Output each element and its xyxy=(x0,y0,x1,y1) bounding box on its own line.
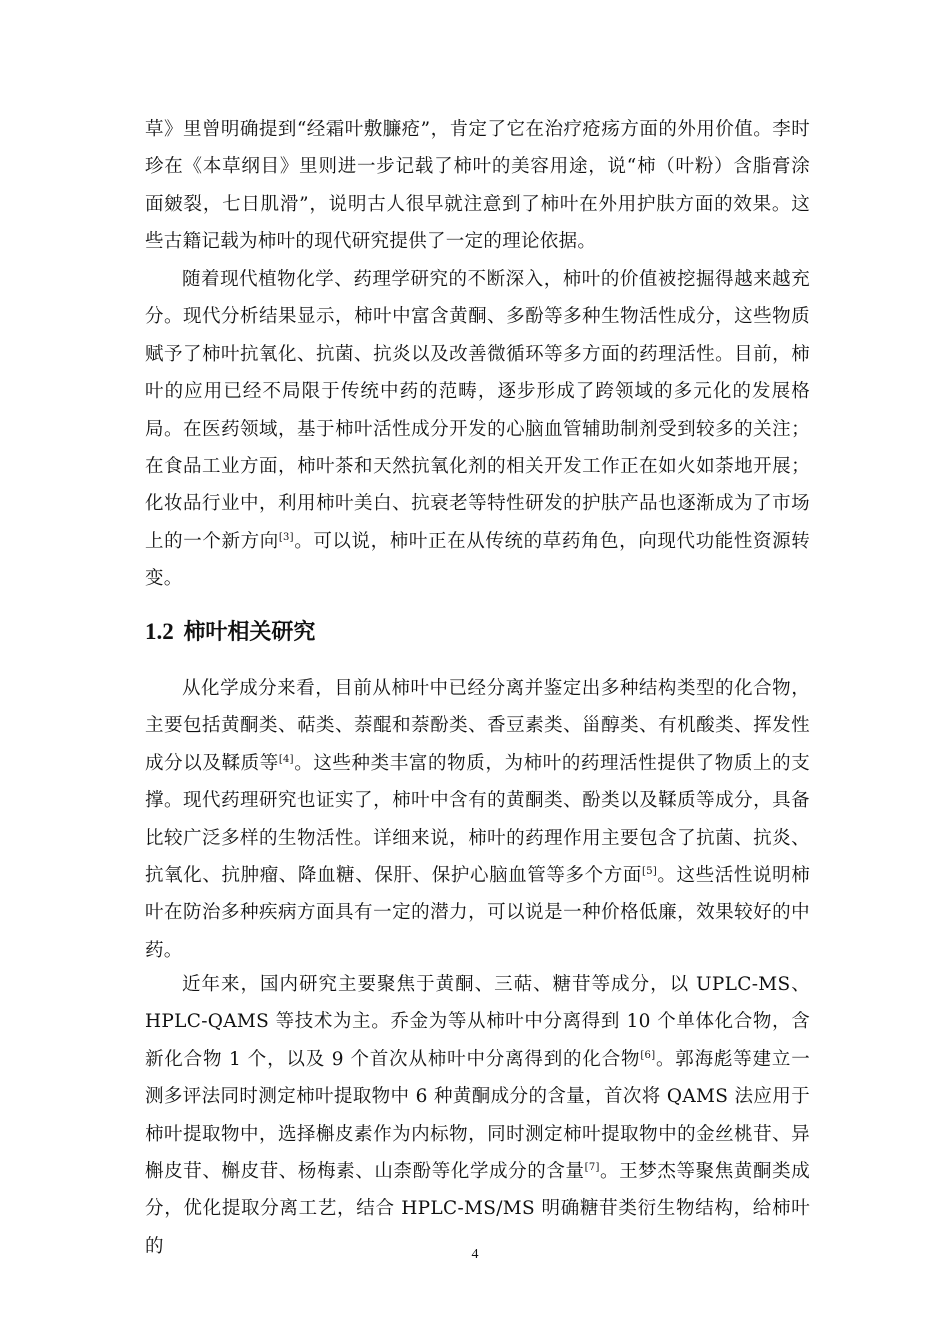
page-number: 4 xyxy=(471,1247,479,1262)
paragraph-modern-applications xyxy=(145,261,810,598)
paragraph-text: 。这些种类丰富的物质，为柿叶的药理活性提供了物质上的支撑。现代药理研究也证实了，柿叶中含有的黄酮类、酚类以及鞣质等成分，具备比较广泛多样的生物活性。详细来说，柿叶的药理作用主要包含了抗菌、抗炎、抗氧化、抗肿瘤、降血糖、保肝、保护心脑血管等多个方面 xyxy=(145,752,810,887)
section-number: 1.2 xyxy=(145,619,174,644)
citation-ref: [3] xyxy=(278,531,294,543)
citation-ref: [5] xyxy=(642,866,658,878)
paragraph-text: 。这些活性说明柿叶在防治多种疾病方面具有一定的潜力，可以说是一种价格低廉，效果较好的中药。 xyxy=(145,865,810,961)
citation-ref: [4] xyxy=(278,753,294,765)
paragraph-text: 。可以说，柿叶正在从传统的草药角色，向现代功能性资源转变。 xyxy=(145,530,810,590)
paragraph-text: 。王梦杰等聚焦黄酮类成分，优化提取分离工艺，结合 HPLC-MS/MS 明确糖苷类衍生物结构，给柿叶的 xyxy=(145,1161,810,1257)
section-heading xyxy=(145,617,315,648)
paragraph-domestic-research xyxy=(145,966,810,1265)
paragraph-text: 。郭海彪等建立一测多评法同时测定柿叶提取物中 6 种黄酮成分的含量，首次将 QAMS 法应用于柿叶提取物中，选择槲皮素作为内标物，同时测定柿叶提取物中的金丝桃苷、异槲皮苷、槲皮苷、杨梅素、山柰酚等化学成分的含量 xyxy=(145,1048,810,1183)
paragraph-text: 近年来，国内研究主要聚焦于黄酮、三萜、糖苷等成分，以 UPLC-MS、HPLC-QAMS 等技术为主。乔金为等从柿叶中分离得到 10 个单体化合物，含新化合物 1 个，以及 9 个首次从柿叶中分离得到的化合物 xyxy=(145,974,810,1070)
paragraph-text: 随着现代植物化学、药理学研究的不断深入，柿叶的价值被挖掘得越来越充分。现代分析结果显示，柿叶中富含黄酮、多酚等多种生物活性成分，这些物质赋予了柿叶抗氧化、抗菌、抗炎以及改善微循环等多方面的药理活性。目前，柿叶的应用已经不局限于传统中药的范畴，逐步形成了跨领域的多元化的发展格局。在医药领域，基于柿叶活性成分开发的心脑血管辅助制剂受到较多的关注；在食品工业方面，柿叶茶和天然抗氧化剂的相关开发工作正在如火如荼地开展；化妆品行业中，利用柿叶美白、抗衰老等特性研发的护肤产品也逐渐成为了市场上的一个新方向 xyxy=(145,269,810,552)
citation-ref: [7] xyxy=(584,1162,600,1174)
paragraph-text: 草》里曾明确提到“经霜叶敷臁疮”，肯定了它在治疗疮疡方面的外用价值。李时珍在《本草纲目》里则进一步记载了柿叶的美容用途，说“柿（叶粉）含脂膏涂面皴裂，七日肌滑”，说明古人很早就注意到了柿叶在外用护肤方面的效果。这些古籍记载为柿叶的现代研究提供了一定的理论依据。 xyxy=(145,119,810,253)
paragraph-ancient-records xyxy=(145,111,810,261)
section-title: 柿叶相关研究 xyxy=(183,620,316,645)
citation-ref: [6] xyxy=(640,1049,656,1061)
paragraph-chemical-composition xyxy=(145,670,810,969)
paragraph-text: 从化学成分来看，目前从柿叶中已经分离并鉴定出多种结构类型的化合物，主要包括黄酮类、萜类、萘醌和萘酚类、香豆素类、甾醇类、有机酸类、挥发性成分以及鞣质等 xyxy=(145,678,810,774)
